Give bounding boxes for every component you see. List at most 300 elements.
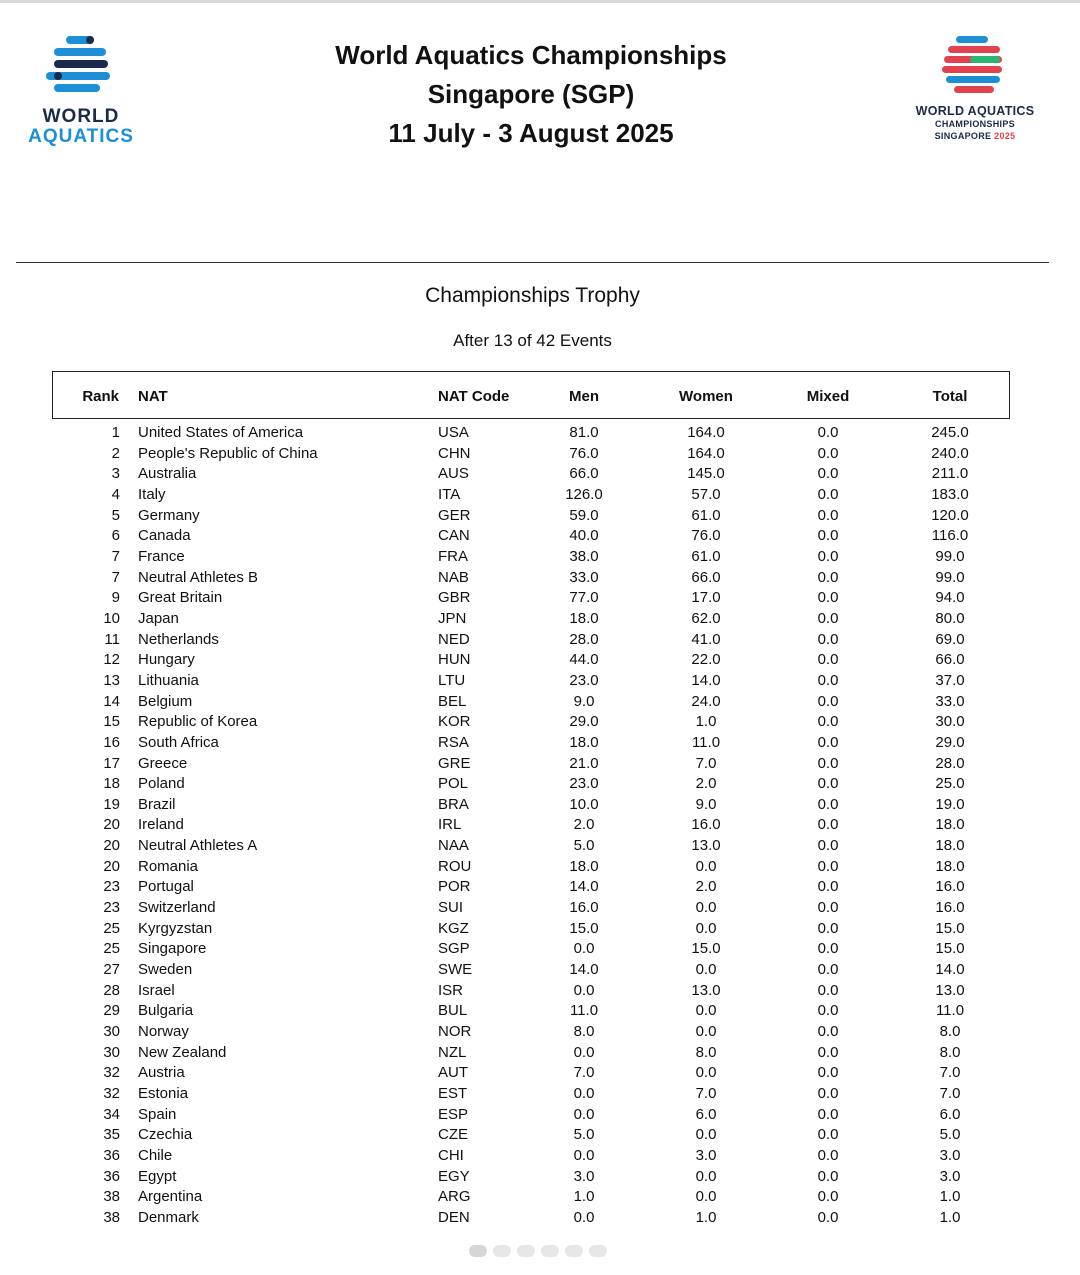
table-row bbox=[0, 712, 1080, 733]
rank-cell: 28 bbox=[103, 981, 120, 999]
nation-cell: Spain bbox=[138, 1105, 177, 1123]
nat-code-cell: DEN bbox=[438, 1208, 470, 1226]
title-location: Singapore (SGP) bbox=[427, 79, 635, 109]
mixed-points-cell: 0.0 bbox=[817, 444, 839, 462]
nation-cell: Australia bbox=[138, 465, 197, 483]
title-event: World Aquatics Championships bbox=[335, 40, 727, 70]
table-row bbox=[0, 1022, 1080, 1043]
logo-text-world-aquatics: WORLD AQUATICS bbox=[915, 104, 1035, 118]
total-points-cell: 1.0 bbox=[939, 1208, 961, 1226]
page-indicator-dots bbox=[467, 1239, 617, 1263]
men-points-cell: 0.0 bbox=[573, 1085, 595, 1102]
table-row bbox=[0, 1043, 1080, 1064]
title-dates: 11 July - 3 August 2025 bbox=[388, 118, 674, 148]
column-header-nat: NAT bbox=[138, 388, 168, 405]
women-points-cell: 41.0 bbox=[691, 630, 721, 648]
table-row bbox=[0, 939, 1080, 960]
rank-cell: 14 bbox=[103, 692, 120, 710]
nation-cell: Netherlands bbox=[138, 630, 219, 648]
men-points-cell: 3.0 bbox=[573, 1167, 595, 1185]
mixed-points-cell: 0.0 bbox=[817, 1023, 839, 1041]
mixed-points-cell: 0.0 bbox=[817, 961, 839, 979]
nat-code-cell: CHN bbox=[438, 444, 471, 462]
total-points-cell: 16.0 bbox=[935, 899, 965, 917]
colored-wave-bars-icon bbox=[940, 34, 1010, 96]
nation-cell: Neutral Athletes A bbox=[138, 837, 258, 855]
nation-cell: Canada bbox=[138, 527, 191, 545]
women-points-cell: 0.0 bbox=[695, 1064, 717, 1082]
total-points-cell: 37.0 bbox=[935, 671, 965, 689]
table-row bbox=[0, 1167, 1080, 1188]
logo-text-championships: CHAMPIONSHIPS bbox=[935, 119, 1015, 129]
mixed-points-cell: 0.0 bbox=[817, 1188, 839, 1206]
nat-code-cell: ESP bbox=[438, 1105, 469, 1123]
rank-cell: 25 bbox=[103, 919, 120, 937]
table-row bbox=[0, 526, 1080, 547]
rank-cell: 16 bbox=[103, 733, 120, 751]
women-points-cell: 1.0 bbox=[695, 713, 717, 731]
men-points-cell: 77.0 bbox=[569, 589, 599, 607]
mixed-points-cell: 0.0 bbox=[817, 919, 839, 937]
women-points-cell: 11.0 bbox=[691, 733, 721, 751]
men-points-cell: 0.0 bbox=[573, 940, 595, 958]
mixed-points-cell: 0.0 bbox=[817, 713, 839, 731]
men-points-cell: 0.0 bbox=[573, 981, 595, 999]
nat-code-cell: ISR bbox=[438, 981, 464, 999]
nation-cell: Egypt bbox=[138, 1167, 177, 1185]
nation-cell: Italy bbox=[138, 485, 166, 503]
nation-cell: Argentina bbox=[138, 1188, 203, 1206]
women-points-cell: 3.0 bbox=[695, 1146, 717, 1164]
men-points-cell: 5.0 bbox=[573, 837, 595, 855]
nation-cell: New Zealand bbox=[138, 1043, 227, 1061]
total-points-cell: 30.0 bbox=[935, 713, 965, 731]
women-points-cell: 14.0 bbox=[691, 671, 721, 689]
men-points-cell: 81.0 bbox=[569, 424, 599, 441]
women-points-cell: 7.0 bbox=[695, 754, 717, 772]
total-points-cell: 80.0 bbox=[935, 609, 965, 627]
men-points-cell: 28.0 bbox=[569, 630, 599, 648]
table-row bbox=[0, 1084, 1080, 1105]
total-points-cell: 33.0 bbox=[935, 692, 965, 710]
rank-cell: 4 bbox=[111, 485, 120, 503]
rank-cell: 23 bbox=[103, 878, 120, 896]
men-points-cell: 0.0 bbox=[573, 1146, 595, 1164]
men-points-cell: 10.0 bbox=[569, 795, 599, 813]
nation-cell: Bulgaria bbox=[138, 1002, 194, 1020]
table-row bbox=[0, 630, 1080, 651]
nation-cell: Poland bbox=[138, 775, 185, 793]
nation-cell: South Africa bbox=[138, 733, 219, 751]
men-points-cell: 0.0 bbox=[573, 1105, 595, 1123]
rank-cell: 25 bbox=[103, 940, 120, 958]
rank-cell: 13 bbox=[103, 671, 120, 689]
nat-code-cell: LTU bbox=[438, 671, 466, 689]
men-points-cell: 23.0 bbox=[569, 671, 599, 689]
rank-cell: 34 bbox=[103, 1105, 120, 1123]
mixed-points-cell: 0.0 bbox=[817, 899, 839, 917]
nat-code-cell: ARG bbox=[438, 1188, 471, 1206]
men-points-cell: 59.0 bbox=[569, 506, 599, 524]
table-row bbox=[0, 1105, 1080, 1126]
men-points-cell: 21.0 bbox=[569, 754, 599, 772]
women-points-cell: 62.0 bbox=[691, 609, 721, 627]
mixed-points-cell: 0.0 bbox=[817, 1126, 839, 1144]
rank-cell: 30 bbox=[103, 1023, 120, 1041]
nat-code-cell: HUN bbox=[438, 651, 471, 669]
table-row bbox=[0, 960, 1080, 981]
nation-cell: Neutral Athletes B bbox=[138, 568, 259, 586]
total-points-cell: 18.0 bbox=[935, 816, 965, 834]
total-points-cell: 18.0 bbox=[935, 837, 965, 855]
rank-cell: 23 bbox=[103, 899, 120, 917]
total-points-cell: 29.0 bbox=[935, 733, 965, 751]
rank-cell: 11 bbox=[104, 630, 120, 648]
table-row bbox=[0, 506, 1080, 527]
nation-cell: United States of America bbox=[138, 424, 304, 441]
world-aquatics-logo bbox=[20, 34, 142, 146]
men-points-cell: 40.0 bbox=[569, 527, 599, 545]
nation-cell: Czechia bbox=[138, 1126, 193, 1144]
mixed-points-cell: 0.0 bbox=[817, 857, 839, 875]
mixed-points-cell: 0.0 bbox=[817, 1002, 839, 1020]
mixed-points-cell: 0.0 bbox=[817, 1043, 839, 1061]
nat-code-cell: NAB bbox=[438, 568, 469, 586]
table-row bbox=[0, 898, 1080, 919]
table-row bbox=[0, 485, 1080, 506]
nat-code-cell: NAA bbox=[438, 837, 469, 855]
table-row bbox=[0, 1125, 1080, 1146]
nat-code-cell: BRA bbox=[438, 795, 469, 813]
report-subtitle: After 13 of 42 Events bbox=[453, 331, 612, 350]
total-points-cell: 25.0 bbox=[935, 775, 965, 793]
nation-cell: Hungary bbox=[138, 651, 195, 669]
women-points-cell: 9.0 bbox=[695, 795, 717, 813]
men-points-cell: 18.0 bbox=[569, 733, 599, 751]
nation-cell: Singapore bbox=[138, 940, 207, 958]
total-points-cell: 7.0 bbox=[939, 1064, 961, 1082]
men-points-cell: 33.0 bbox=[569, 568, 599, 586]
women-points-cell: 22.0 bbox=[691, 651, 721, 669]
nat-code-cell: CAN bbox=[438, 527, 470, 545]
men-points-cell: 2.0 bbox=[573, 816, 595, 834]
table-row bbox=[0, 423, 1080, 444]
rank-cell: 38 bbox=[103, 1188, 120, 1206]
rank-cell: 32 bbox=[103, 1064, 120, 1082]
total-points-cell: 66.0 bbox=[935, 651, 965, 669]
nation-cell: Norway bbox=[138, 1023, 189, 1041]
rank-cell: 35 bbox=[103, 1126, 120, 1144]
nat-code-cell: POL bbox=[438, 775, 469, 793]
nat-code-cell: NED bbox=[438, 630, 470, 648]
table-row bbox=[0, 671, 1080, 692]
men-points-cell: 1.0 bbox=[573, 1188, 595, 1206]
women-points-cell: 61.0 bbox=[691, 506, 721, 524]
women-points-cell: 0.0 bbox=[695, 1188, 717, 1206]
women-points-cell: 24.0 bbox=[691, 692, 721, 710]
rank-cell: 2 bbox=[111, 444, 120, 462]
nat-code-cell: NOR bbox=[438, 1023, 472, 1041]
column-header-mixed: Mixed bbox=[806, 388, 850, 405]
nat-code-cell: ROU bbox=[438, 857, 472, 875]
table-row bbox=[0, 795, 1080, 816]
nat-code-cell: NZL bbox=[438, 1043, 467, 1061]
nat-code-cell: KGZ bbox=[438, 919, 469, 937]
rank-cell: 36 bbox=[103, 1167, 120, 1185]
logo-word-aquatics: AQUATICS bbox=[28, 126, 134, 147]
men-points-cell: 16.0 bbox=[569, 899, 599, 917]
table-row bbox=[0, 1001, 1080, 1022]
rank-cell: 20 bbox=[103, 857, 120, 875]
nation-cell: Israel bbox=[138, 981, 175, 999]
rank-cell: 7 bbox=[111, 547, 120, 565]
mixed-points-cell: 0.0 bbox=[817, 465, 839, 483]
nat-code-cell: ITA bbox=[438, 485, 461, 503]
nat-code-cell: GER bbox=[438, 506, 471, 524]
table-row bbox=[0, 609, 1080, 630]
nation-cell: Romania bbox=[138, 857, 199, 875]
total-points-cell: 11.0 bbox=[935, 1002, 965, 1020]
nation-cell: Ireland bbox=[138, 816, 184, 834]
men-points-cell: 9.0 bbox=[573, 692, 595, 710]
total-points-cell: 211.0 bbox=[931, 465, 969, 483]
women-points-cell: 8.0 bbox=[695, 1043, 717, 1061]
table-row bbox=[0, 919, 1080, 940]
rank-cell: 9 bbox=[111, 589, 120, 607]
men-points-cell: 0.0 bbox=[573, 1208, 595, 1226]
mixed-points-cell: 0.0 bbox=[817, 506, 839, 524]
men-points-cell: 8.0 bbox=[573, 1023, 595, 1041]
nat-code-cell: POR bbox=[438, 878, 471, 896]
table-row bbox=[0, 1187, 1080, 1208]
nation-cell: Austria bbox=[138, 1064, 185, 1082]
mixed-points-cell: 0.0 bbox=[817, 981, 839, 999]
men-points-cell: 14.0 bbox=[569, 878, 599, 896]
nat-code-cell: CHI bbox=[438, 1146, 464, 1164]
women-points-cell: 15.0 bbox=[691, 940, 721, 958]
women-points-cell: 0.0 bbox=[695, 961, 717, 979]
women-points-cell: 13.0 bbox=[691, 837, 721, 855]
column-header-women: Women bbox=[679, 388, 733, 405]
table-row bbox=[0, 836, 1080, 857]
standings-table-body bbox=[0, 423, 1080, 1229]
table-row bbox=[0, 650, 1080, 671]
nation-cell: Great Britain bbox=[138, 589, 223, 607]
total-points-cell: 245.0 bbox=[931, 424, 969, 441]
nat-code-cell: BUL bbox=[438, 1002, 468, 1020]
nation-cell: Japan bbox=[138, 609, 179, 627]
nation-cell: Republic of Korea bbox=[138, 713, 258, 731]
top-strip bbox=[0, 0, 1080, 3]
women-points-cell: 145.0 bbox=[687, 465, 725, 483]
total-points-cell: 7.0 bbox=[939, 1085, 961, 1102]
women-points-cell: 76.0 bbox=[691, 527, 721, 545]
women-points-cell: 164.0 bbox=[687, 424, 725, 441]
table-header bbox=[52, 371, 1010, 419]
table-row bbox=[0, 1146, 1080, 1167]
total-points-cell: 19.0 bbox=[935, 795, 965, 813]
nation-cell: Germany bbox=[138, 506, 200, 524]
mixed-points-cell: 0.0 bbox=[817, 775, 839, 793]
women-points-cell: 16.0 bbox=[691, 816, 721, 834]
nat-code-cell: KOR bbox=[438, 713, 471, 731]
mixed-points-cell: 0.0 bbox=[817, 485, 839, 503]
total-points-cell: 94.0 bbox=[935, 589, 965, 607]
total-points-cell: 240.0 bbox=[931, 444, 969, 462]
women-points-cell: 6.0 bbox=[695, 1105, 717, 1123]
rank-cell: 17 bbox=[103, 754, 120, 772]
nat-code-cell: EGY bbox=[438, 1167, 470, 1185]
men-points-cell: 44.0 bbox=[569, 651, 599, 669]
nat-code-cell: JPN bbox=[438, 609, 467, 627]
nation-cell: Greece bbox=[138, 754, 188, 772]
men-points-cell: 0.0 bbox=[573, 1043, 595, 1061]
rank-cell: 20 bbox=[103, 816, 120, 834]
table-row bbox=[0, 981, 1080, 1002]
men-points-cell: 23.0 bbox=[569, 775, 599, 793]
men-points-cell: 7.0 bbox=[573, 1064, 595, 1082]
mixed-points-cell: 0.0 bbox=[817, 816, 839, 834]
rank-cell: 27 bbox=[103, 961, 120, 979]
nation-cell: Portugal bbox=[138, 878, 194, 896]
mixed-points-cell: 0.0 bbox=[817, 795, 839, 813]
total-points-cell: 13.0 bbox=[935, 981, 965, 999]
women-points-cell: 7.0 bbox=[695, 1085, 717, 1102]
total-points-cell: 116.0 bbox=[931, 527, 969, 545]
total-points-cell: 14.0 bbox=[935, 961, 965, 979]
women-points-cell: 17.0 bbox=[691, 589, 721, 607]
mixed-points-cell: 0.0 bbox=[817, 1085, 839, 1102]
rank-cell: 6 bbox=[111, 527, 120, 545]
mixed-points-cell: 0.0 bbox=[817, 754, 839, 772]
women-points-cell: 2.0 bbox=[695, 775, 717, 793]
women-points-cell: 66.0 bbox=[691, 568, 721, 586]
nat-code-cell: SGP bbox=[438, 940, 470, 958]
total-points-cell: 99.0 bbox=[935, 568, 965, 586]
table-row bbox=[0, 877, 1080, 898]
women-points-cell: 1.0 bbox=[695, 1208, 717, 1226]
total-points-cell: 1.0 bbox=[939, 1188, 961, 1206]
nation-cell: Sweden bbox=[138, 961, 193, 979]
rank-cell: 5 bbox=[111, 506, 120, 524]
mixed-points-cell: 0.0 bbox=[817, 609, 839, 627]
nat-code-cell: GRE bbox=[438, 754, 471, 772]
mixed-points-cell: 0.0 bbox=[817, 1208, 839, 1226]
total-points-cell: 5.0 bbox=[939, 1126, 961, 1144]
mixed-points-cell: 0.0 bbox=[817, 940, 839, 958]
nation-cell: Chile bbox=[138, 1146, 173, 1164]
table-row bbox=[0, 815, 1080, 836]
nat-code-cell: SWE bbox=[438, 961, 473, 979]
table-row bbox=[0, 733, 1080, 754]
nation-cell: Denmark bbox=[138, 1208, 199, 1226]
men-points-cell: 126.0 bbox=[565, 485, 603, 503]
nat-code-cell: AUT bbox=[438, 1064, 468, 1082]
nat-code-cell: FRA bbox=[438, 547, 468, 565]
rank-cell: 10 bbox=[103, 609, 120, 627]
total-points-cell: 15.0 bbox=[935, 919, 965, 937]
wave-bars-icon bbox=[46, 34, 116, 100]
header-divider bbox=[16, 262, 1049, 263]
mixed-points-cell: 0.0 bbox=[817, 692, 839, 710]
rank-cell: 1 bbox=[111, 424, 120, 441]
total-points-cell: 3.0 bbox=[939, 1146, 961, 1164]
rank-cell: 32 bbox=[103, 1085, 120, 1102]
nat-code-cell: USA bbox=[438, 424, 469, 441]
women-points-cell: 0.0 bbox=[695, 1023, 717, 1041]
nation-cell: Estonia bbox=[138, 1085, 189, 1102]
nat-code-cell: CZE bbox=[438, 1126, 468, 1144]
document-title bbox=[300, 36, 762, 153]
rank-cell: 20 bbox=[103, 837, 120, 855]
nation-cell: Belgium bbox=[138, 692, 193, 710]
nat-code-cell: RSA bbox=[438, 733, 469, 751]
mixed-points-cell: 0.0 bbox=[817, 1105, 839, 1123]
mixed-points-cell: 0.0 bbox=[817, 1167, 839, 1185]
nation-cell: People's Republic of China bbox=[138, 444, 318, 462]
women-points-cell: 0.0 bbox=[695, 1126, 717, 1144]
column-header-men: Men bbox=[569, 388, 599, 405]
total-points-cell: 28.0 bbox=[935, 754, 965, 772]
rank-cell: 38 bbox=[103, 1208, 120, 1226]
rank-cell: 15 bbox=[103, 713, 120, 731]
logo-text-singapore-2025 bbox=[900, 131, 1050, 141]
table-row bbox=[0, 754, 1080, 775]
women-points-cell: 57.0 bbox=[691, 485, 721, 503]
men-points-cell: 29.0 bbox=[569, 713, 599, 731]
men-points-cell: 18.0 bbox=[569, 609, 599, 627]
nat-code-cell: SUI bbox=[438, 899, 464, 917]
mixed-points-cell: 0.0 bbox=[817, 1064, 839, 1082]
nation-cell: Switzerland bbox=[138, 899, 216, 917]
table-row bbox=[0, 774, 1080, 795]
mixed-points-cell: 0.0 bbox=[817, 671, 839, 689]
women-points-cell: 0.0 bbox=[695, 899, 717, 917]
total-points-cell: 99.0 bbox=[935, 547, 965, 565]
men-points-cell: 11.0 bbox=[569, 1002, 599, 1020]
nat-code-cell: GBR bbox=[438, 589, 471, 607]
rank-cell: 7 bbox=[111, 568, 120, 586]
rank-cell: 30 bbox=[103, 1043, 120, 1061]
women-points-cell: 61.0 bbox=[691, 547, 721, 565]
rank-cell: 29 bbox=[103, 1002, 120, 1020]
women-points-cell: 164.0 bbox=[687, 444, 725, 462]
mixed-points-cell: 0.0 bbox=[817, 878, 839, 896]
table-row bbox=[0, 588, 1080, 609]
logo-text-singapore: SINGAPORE bbox=[934, 131, 992, 141]
rank-cell: 3 bbox=[111, 465, 120, 483]
total-points-cell: 16.0 bbox=[935, 878, 965, 896]
mixed-points-cell: 0.0 bbox=[817, 424, 839, 441]
nation-cell: Kyrgyzstan bbox=[138, 919, 213, 937]
total-points-cell: 3.0 bbox=[939, 1167, 961, 1185]
total-points-cell: 120.0 bbox=[931, 506, 969, 524]
men-points-cell: 5.0 bbox=[573, 1126, 595, 1144]
women-points-cell: 13.0 bbox=[691, 981, 721, 999]
total-points-cell: 183.0 bbox=[931, 485, 969, 503]
nat-code-cell: IRL bbox=[438, 816, 462, 834]
mixed-points-cell: 0.0 bbox=[817, 568, 839, 586]
women-points-cell: 0.0 bbox=[695, 1167, 717, 1185]
men-points-cell: 76.0 bbox=[569, 444, 599, 462]
rank-cell: 19 bbox=[103, 795, 120, 813]
mixed-points-cell: 0.0 bbox=[817, 733, 839, 751]
nation-cell: Brazil bbox=[138, 795, 176, 813]
table-row bbox=[0, 568, 1080, 589]
championships-singapore-logo bbox=[900, 34, 1050, 146]
mixed-points-cell: 0.0 bbox=[817, 527, 839, 545]
rank-cell: 18 bbox=[103, 775, 120, 793]
